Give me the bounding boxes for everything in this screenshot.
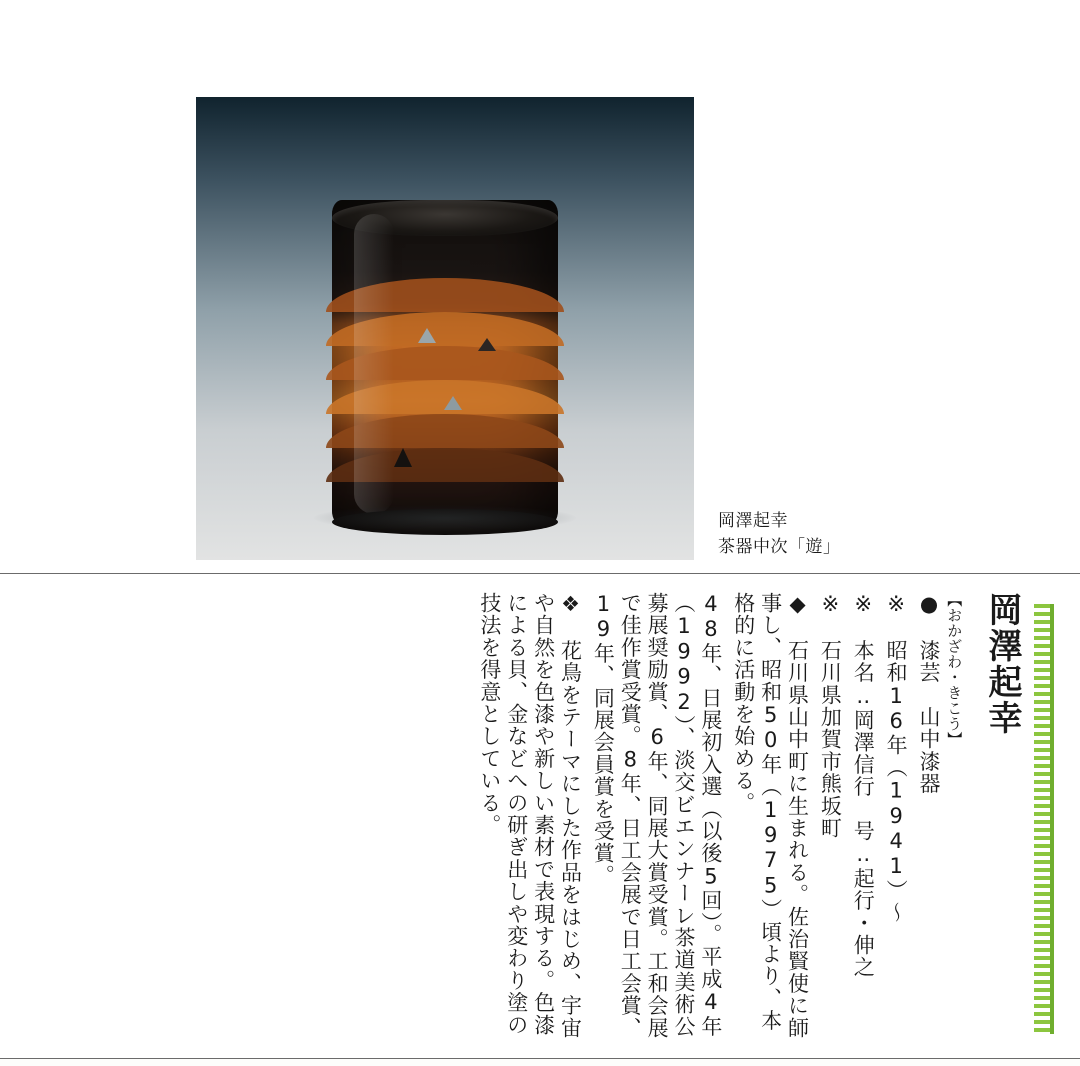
artist-name: 岡澤起幸 bbox=[982, 592, 1022, 736]
caption-title: 茶器中次「遊」 bbox=[718, 537, 841, 558]
specular-highlight bbox=[354, 214, 394, 514]
decorative-comb-edge bbox=[1050, 604, 1054, 1034]
bio-paragraph-3: ※ 本名‥岡澤信行 号‥起行・伸之 bbox=[851, 592, 876, 979]
bio-paragraph-1: ● 漆芸 山中漆器 bbox=[917, 592, 942, 795]
bio-paragraph-6: 48年、日展初入選（以後5回）。平成4年（1992）、淡交ビエンナーレ茶道美術公募展奨励賞、6年、同展大賞受賞。工和会展で佳作賞受賞。8年、日工会展で日工会賞、19年、同展会員賞を受賞。 bbox=[591, 592, 723, 1039]
drop-shadow bbox=[314, 505, 576, 531]
lacquer-tea-caddy bbox=[332, 200, 558, 525]
triangle-motif bbox=[444, 396, 462, 410]
artwork-photo bbox=[196, 97, 694, 560]
bio-paragraph-4: ※ 石川県加賀市熊坂町 bbox=[818, 592, 843, 840]
artist-name-reading: 【おかざわ・きこう】 bbox=[945, 592, 964, 747]
bio-paragraph-5: ◆ 石川県山中町に生まれる。佐治賢使に師事し、昭和50年（1975）頃より、本格的に活動を始める。 bbox=[731, 592, 810, 1039]
triangle-motif bbox=[418, 328, 436, 343]
triangle-motif bbox=[394, 448, 412, 467]
photo-caption bbox=[718, 508, 841, 561]
vertical-text-block bbox=[470, 592, 1022, 1042]
bio-paragraph-7: ❖ 花鳥をテーマにした作品をはじめ、宇宙や自然を色漆や新しい素材で表現する。色漆による貝、金などへの研ぎ出しや変わり塗の技法を得意としている。 bbox=[477, 592, 583, 1039]
divider-bottom bbox=[0, 1058, 1080, 1059]
bio-paragraph-2: ※ 昭和16年（1941）～ bbox=[884, 592, 909, 924]
caption-artist: 岡澤起幸 bbox=[718, 511, 788, 531]
triangle-motif bbox=[478, 338, 496, 351]
biography-section bbox=[0, 574, 1080, 1058]
